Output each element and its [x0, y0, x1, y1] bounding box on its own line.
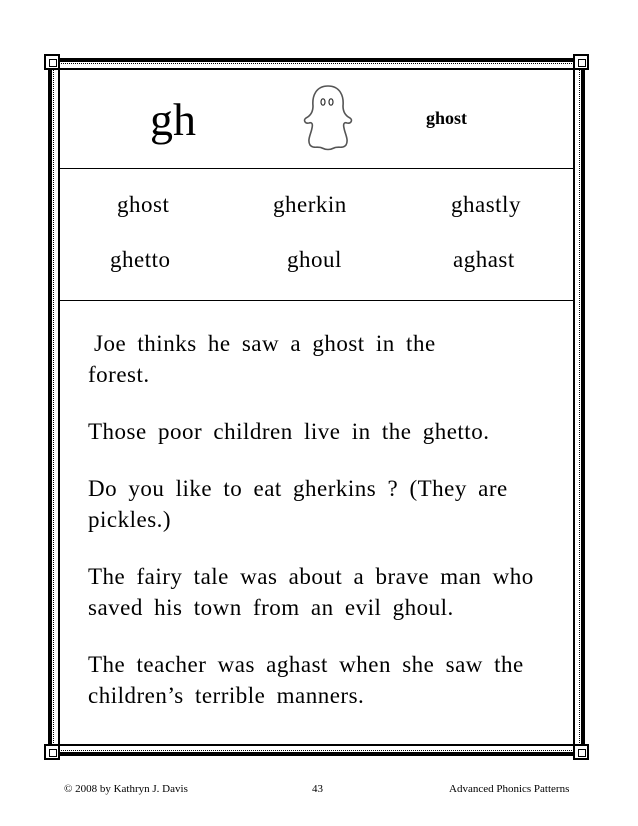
book-title: Advanced Phonics Patterns [449, 783, 570, 795]
divider-header [60, 168, 573, 169]
example-word: ghost [426, 108, 468, 128]
word-list-item: ghoul [287, 247, 342, 272]
phonics-pattern-letters: gh [150, 94, 196, 145]
word-list-item: gherkin [273, 192, 347, 217]
example-sentences [88, 328, 558, 737]
sentence: The teacher was aghast when she saw the children’s terrible manners. [88, 652, 524, 708]
sentence: Those poor children live in the ghetto. [88, 419, 490, 444]
sentence: Joe thinks he saw a ghost in the forest. [88, 331, 436, 387]
copyright-text: © 2008 by Kathryn J. Davis [64, 783, 188, 795]
ghost-icon [298, 82, 358, 154]
corner-ornament-top-right [573, 54, 589, 70]
corner-ornament-bottom-right [573, 744, 589, 760]
page-number: 43 [312, 783, 323, 795]
divider-words [60, 300, 573, 301]
word-list-item: ghetto [110, 247, 171, 272]
corner-ornament-bottom-left [44, 744, 60, 760]
word-list-item: aghast [453, 247, 515, 272]
corner-ornament-top-left [44, 54, 60, 70]
sentence: Do you like to eat gherkins ? (They are pickles.) [88, 476, 508, 532]
sentence: The fairy tale was about a brave man who saved his town from an evil ghoul. [88, 564, 534, 620]
word-list-item: ghastly [451, 192, 521, 217]
word-list-item: ghost [117, 192, 170, 217]
